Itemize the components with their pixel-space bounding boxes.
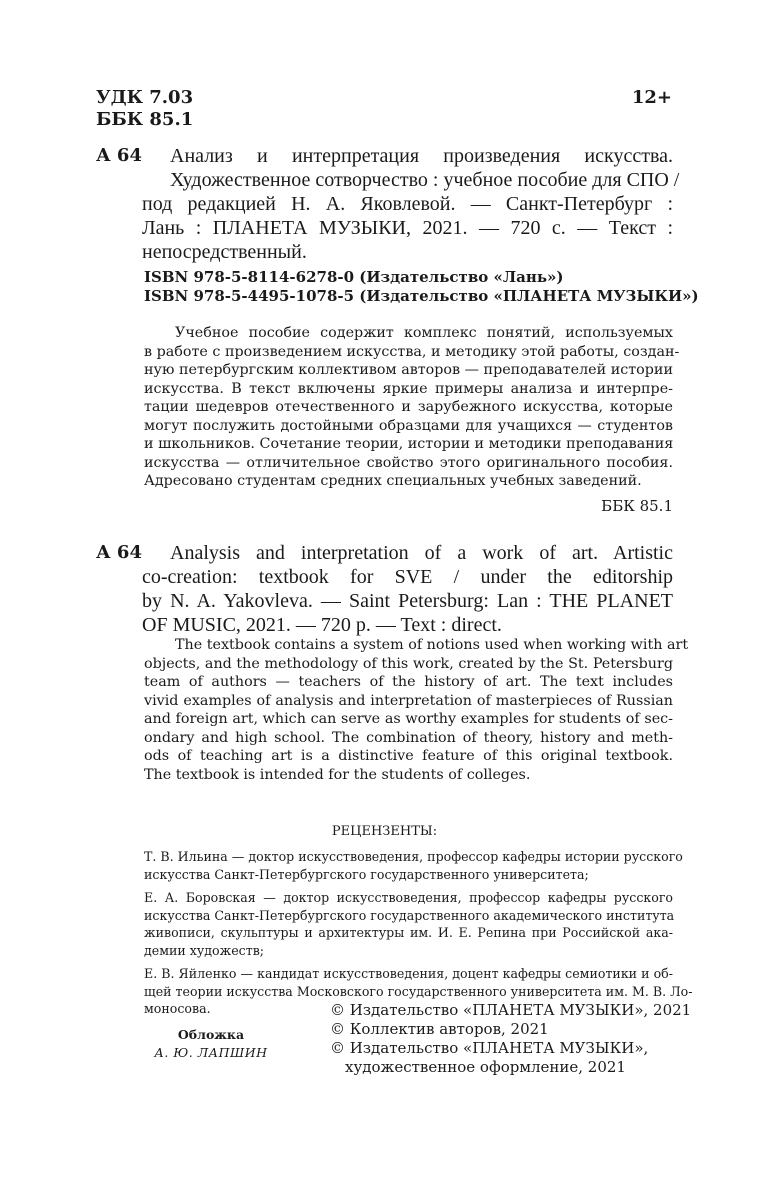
annotation-line: ную петербургским коллективом авторов — преподавателей истории xyxy=(144,362,673,378)
udk-code: УДК 7.03 xyxy=(96,87,194,108)
copyright-line: © Издательство «ПЛАНЕТА МУЗЫКИ», 2021 xyxy=(330,1001,692,1019)
annotation-line: and foreign art, which can serve as worthy examples for students of sec- xyxy=(144,711,673,727)
reviewer-line: Е. А. Боровская — доктор искусствоведения, профессор кафедры русского xyxy=(144,890,673,905)
entry-line: Лань : ПЛАНЕТА МУЗЫКИ, 2021. — 720 с. — Текст : xyxy=(142,217,673,239)
reviewer-line: Е. В. Яйленко — кандидат искусствоведения, доцент кафедры семиотики и об- xyxy=(144,966,673,981)
copyright-line: художественное оформление, 2021 xyxy=(345,1058,626,1076)
bbk-code: ББК 85.1 xyxy=(96,109,194,130)
reviewer-line: живописи, скульптуры и архитектуры им. И. Е. Репина при Российской ака- xyxy=(144,925,673,940)
annotation-line: ondary and high school. The combination of theory, history and meth- xyxy=(144,729,673,746)
annotation-line: и школьников. Сочетание теории, истории и методики преподавания xyxy=(144,436,674,452)
reviewer-line: искусства Санкт-Петербургского государственного университета; xyxy=(144,866,589,882)
annotation-line: в работе с произведением искусства, и методику этой работы, создан- xyxy=(144,343,680,360)
author-mark-ru: А 64 xyxy=(96,145,142,166)
reviewers-heading: РЕЦЕНЗЕНТЫ: xyxy=(331,824,438,839)
entry-line: непосредственный. xyxy=(142,241,307,263)
annotation-line: искусства. В текст включены яркие примеры анализа и интерпре- xyxy=(144,380,673,397)
annotation-line: team of authors — teachers of the history of art. The text includes xyxy=(144,674,673,690)
annotation-line: искусства — отличительное свойство этого оригинального пособия. xyxy=(144,454,673,471)
annotation-line: могут послужить достойными образцами для учащихся — студентов xyxy=(144,417,673,434)
entry-line: OF MUSIC, 2021. — 720 p. — Text : direct. xyxy=(142,614,502,636)
reviewer-line: Т. В. Ильина — доктор искусствоведения, профессор кафедры истории русского xyxy=(144,849,683,864)
cover-designer: А. Ю. ЛАПШИН xyxy=(154,1045,268,1060)
isbn-line: ISBN 978-5-8114-6278-0 (Издательство «Лань») xyxy=(144,268,564,286)
catalog-entry-ru xyxy=(142,144,680,264)
reviewer-line: щей теории искусства Московского государственного университета им. М. В. Ло- xyxy=(144,983,693,999)
age-rating: 12+ xyxy=(631,87,672,108)
entry-line: под редакцией Н. А. Яковлевой. — Санкт-Петербург : xyxy=(142,193,673,215)
cover-credit xyxy=(116,1026,306,1062)
annotation-ru xyxy=(144,324,680,491)
entry-line: Анализ и интерпретация произведения искусства. xyxy=(170,145,673,167)
annotation-line: The textbook is intended for the students of colleges. xyxy=(144,766,531,783)
reviewer-2 xyxy=(144,889,673,959)
isbn-block xyxy=(144,268,699,306)
copyright-line: © Коллектив авторов, 2021 xyxy=(330,1020,549,1038)
classification-codes xyxy=(96,87,193,131)
reviewer-line: моносова. xyxy=(144,1001,211,1016)
entry-line: by N. A. Yakovleva. — Saint Petersburg: Lan : THE PLANET xyxy=(142,590,673,612)
entry-line: Analysis and interpretation of a work of art. Artistic xyxy=(170,542,673,564)
annotation-line: The textbook contains a system of notions used when working with art xyxy=(175,637,689,653)
entry-line: co-creation: textbook for SVE / under the editorship xyxy=(142,566,673,588)
annotation-line: Адресовано студентам средних специальных учебных заведений. xyxy=(144,473,642,489)
annotation-line: objects, and the methodology of this work, created by the St. Petersburg xyxy=(144,655,673,672)
reviewer-line: демии художеств; xyxy=(144,942,265,958)
cover-label: Обложка xyxy=(177,1027,245,1042)
reviewer-line: искусства Санкт-Петербургского государственного академического института xyxy=(144,907,675,923)
annotation-line: vivid examples of analysis and interpretation of masterpieces of Russian xyxy=(144,692,673,709)
isbn-line: ISBN 978-5-4495-1078-5 (Издательство «ПЛАНЕТА МУЗЫКИ») xyxy=(144,287,699,305)
annotation-line: ods of teaching art is a distinctive feature of this original textbook. xyxy=(144,748,673,764)
annotation-en xyxy=(144,636,689,784)
reviewer-1 xyxy=(144,848,683,883)
author-mark-en: А 64 xyxy=(96,542,142,563)
entry-line: Художественное сотворчество : учебное пособие для СПО / xyxy=(170,169,680,191)
annotation-line: Учебное пособие содержит комплекс понятий, используемых xyxy=(175,325,673,341)
copyright-line: © Издательство «ПЛАНЕТА МУЗЫКИ», xyxy=(330,1039,649,1057)
catalog-entry-en xyxy=(142,541,673,637)
copyright-block xyxy=(330,1001,691,1077)
bbk-code-bottom: ББК 85.1 xyxy=(601,497,673,515)
annotation-line: тации шедевров отечественного и зарубежного искусства, которые xyxy=(144,399,673,415)
